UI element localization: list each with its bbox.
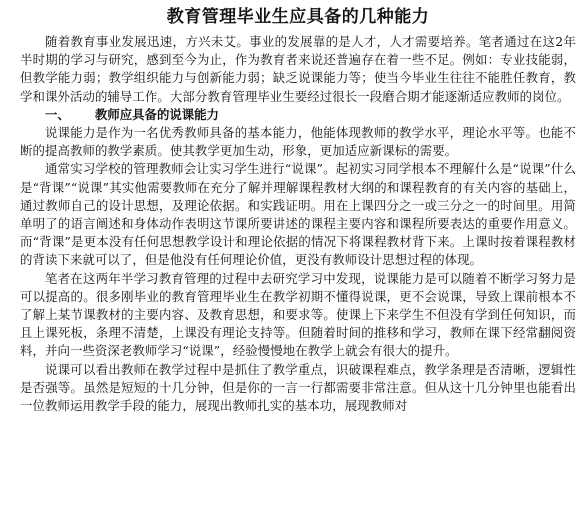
section-number: 一、 [45, 106, 70, 122]
body-paragraph: 笔者在这两年半学习教育管理的过程中去研究学习中发现，说课能力是可以随着不断学习努力是可以提高的。很多刚毕业的教育管理毕业生在教学初期不懂得说课，更不会说课，导致上课前根本不了解上某节课教材的主要内容、及教育思想，和要求等。使课上下来学生不但没有学到任何知识，而且上课死板，条理不清楚，上课没有理论支持等。但随着时间的推移和学习，教师在课下经常翻阅资料，并向一些资深老教师学习“说课”，经验慢慢地在教学上就会有很大的提升。 [20, 270, 576, 359]
document-title: 教育管理毕业生应具备的几种能力 [166, 7, 430, 27]
body-paragraph: 说课能力是作为一名优秀教师具备的基本能力，他能体现教师的教学水平，理论水平等。也能不断的提高教师的教学素质。使其教学更加生动，形象，更加适应新课标的需要。 [20, 125, 576, 159]
intro-paragraph: 随着教育事业发展迅速，方兴未艾。事业的发展靠的是人才，人才需要培养。笔者通过在这2年半时期的学习与研究，感到至今为止，作为教育者来说还普遍存在着一些不足。例如：专业技能弱，但教学能力弱；教学组织能力与创新能力弱；缺乏说课能力等；使当今毕业生往往不能胜任教育，教学和课外活动的辅导工作。大部分教育管理毕业生要经过很长一段磨合期才能逐渐适应教师的岗位。 [20, 34, 576, 104]
section-heading-text: 教师应具备的说课能力 [95, 106, 219, 122]
body-paragraph: 说课可以看出教师在教学过程中是抓住了教学重点，识破课程难点，教学条理是否清晰，逻辑性是否强等。虽然是短短的十几分钟，但是你的一言一行都需要非常注意。但从这十几分钟里也能看出一位教师运用教学手段的能力，展现出教师扎实的基本功，展现教师对 [20, 361, 576, 414]
body-paragraph: 通常实习学校的管理教师会让实习学生进行“说课”。起初实习同学根本不理解什么是“说课”什么是“背课”“说课”其实他需要教师在充分了解并理解课程教材大纲的和课程教育的有关内容的基础上，通过教师自己的设计思想，及理论依据。和实践证明。用在上课四分之一或三分之一的时间里。用简单明了的语言阐述和身体动作表明这节课所要讲述的课程主要内容和课程所要表达的重要作用意义。而“背课”是更本没有任何思想教学设计和理论依据的情况下将课程教材背下来。上课时按着课程教材的背读下来就可以了，但是他没有任何理论价值，更没有教师设计思想过程的体现。 [20, 161, 576, 268]
section-heading [20, 106, 576, 124]
